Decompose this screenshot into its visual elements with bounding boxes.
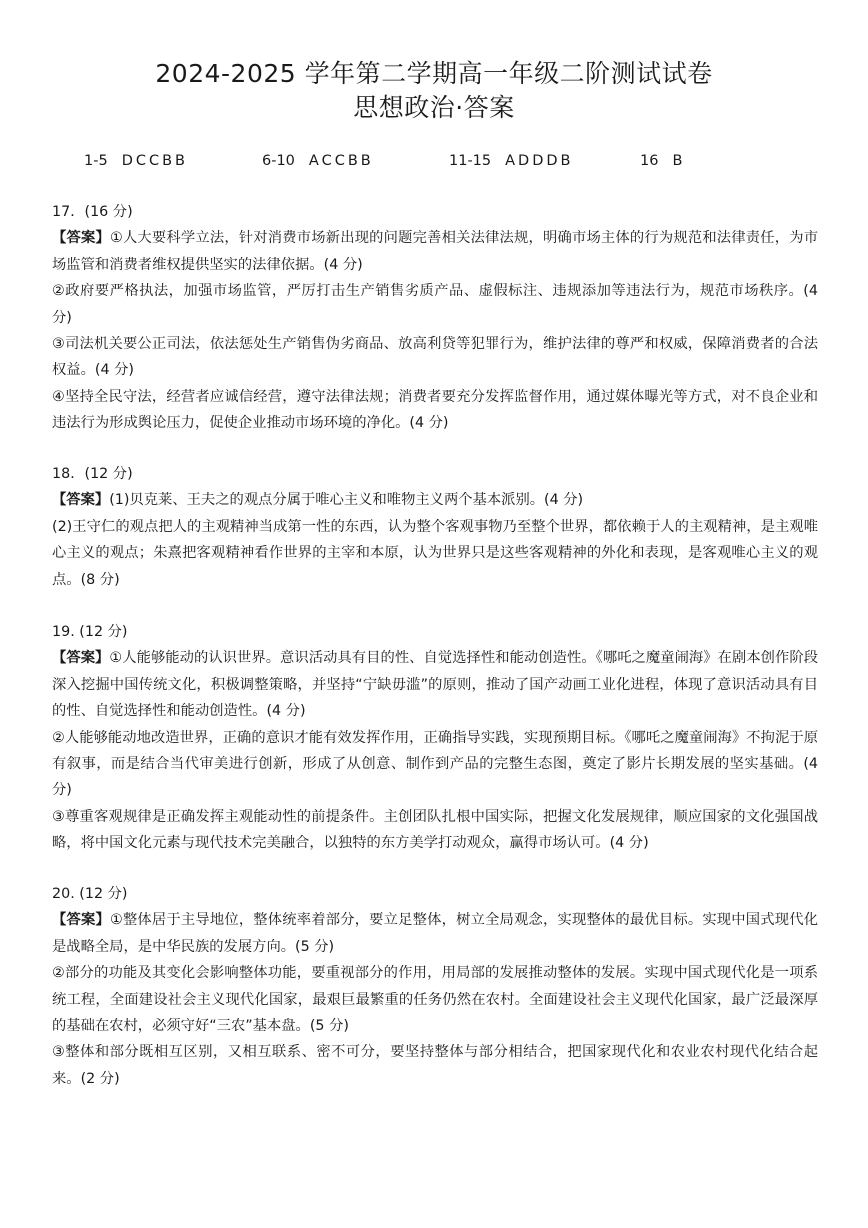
mc-answers: DCCBB <box>121 153 188 169</box>
question-19 <box>52 619 818 857</box>
answer-paragraph <box>52 487 818 513</box>
answer-text: ①人能够能动的认识世界。意识活动具有目的性、自觉选择性和能动创造性。《哪吒之魔童闹海》在剧本创作阶段深入挖掘中国传统文化，积极调整策略，并坚持“宁缺毋滥”的原则，推动了国产动画工业化进程，体现了意识活动具有目的性、自觉选择性和能动创造性。(4 分) <box>52 650 818 720</box>
mc-group-6-10 <box>262 150 374 172</box>
answer-paragraph: ②人能够能动地改造世界，正确的意识才能有效发挥作用，正确指导实践，实现预期目标。《哪吒之魔童闹海》不拘泥于原有叙事，而是结合当代审美进行创新，形成了从创意、制作到产品的完整生态图，奠定了影片长期发展的坚实基础。(4 分) <box>52 729 818 799</box>
answer-tag: 【答案】 <box>52 230 110 247</box>
page-title: 2024-2025 学年第二学期高一年级二阶测试试卷 <box>155 59 713 88</box>
answer-paragraph: ②政府要严格执法，加强市场监管，严厉打击生产销售劣质产品、虚假标注、违规添加等违法行为，规范市场秩序。(4 分) <box>52 283 818 326</box>
answer-text: (1)贝克莱、王夫之的观点分属于唯心主义和唯物主义两个基本派别。(4 分) <box>109 492 584 509</box>
question-heading: 19. (12 分) <box>52 624 128 640</box>
question-heading: 20. (12 分) <box>52 886 128 902</box>
mc-group-16 <box>640 150 685 172</box>
question-heading: 18．(12 分) <box>52 466 133 482</box>
mc-range: 11-15 <box>449 153 492 169</box>
answer-paragraph: ③司法机关要公正司法，依法惩处生产销售伪劣商品、放高利贷等犯罪行为，维护法律的尊严和权威，保障消费者的合法权益。(4 分) <box>52 336 818 379</box>
answer-text: ①整体居于主导地位，整体统率着部分，要立足整体，树立全局观念，实现整体的最优目标。实现中国式现代化是战略全局，是中华民族的发展方向。(5 分) <box>52 912 818 955</box>
answer-paragraph <box>52 645 818 724</box>
mc-group-1-5 <box>84 150 188 172</box>
answer-paragraph: ④坚持全民守法，经营者应诚信经营，遵守法律法规；消费者要充分发挥监督作用，通过媒体曝光等方式，对不良企业和违法行为形成舆论压力，促使企业推动市场环境的净化。(4 分) <box>52 388 818 432</box>
question-20 <box>52 881 818 1092</box>
mc-range: 1-5 <box>84 153 108 169</box>
mc-answers: ADDDB <box>505 153 574 169</box>
mc-range: 16 <box>640 153 659 169</box>
page-subtitle: 思想政治·答案 <box>353 93 515 122</box>
answer-paragraph: (2)王守仁的观点把人的主观精神当成第一性的东西，认为整个客观事物乃至整个世界，都依赖于人的主观精神，是主观唯心主义的观点；朱熹把客观精神看作世界的主宰和本原，认为世界只是这些客观精神的外化和表现，是客观唯心主义的观点。(8 分) <box>52 518 818 588</box>
multiple-choice-answers <box>84 150 844 172</box>
answer-tag: 【答案】 <box>52 650 110 667</box>
mc-group-11-15 <box>449 150 574 172</box>
answer-paragraph: ③尊重客观规律是正确发挥主观能动性的前提条件。主创团队扎根中国实际，把握文化发展规律，顺应国家的文化强国战略，将中国文化元素与现代技术完美融合，以独特的东方美学打动观众，赢得市场认可。(4 分) <box>52 808 818 852</box>
answer-paragraph <box>52 225 818 278</box>
mc-range: 6-10 <box>262 153 295 169</box>
mc-answers: B <box>672 153 686 169</box>
answer-tag: 【答案】 <box>52 912 110 929</box>
answer-paragraph: ③整体和部分既相互区别，又相互联系、密不可分，要坚持整体与部分相结合，把国家现代化和农业农村现代化结合起来。(2 分) <box>52 1044 818 1087</box>
answer-paragraph: ②部分的功能及其变化会影响整体功能，要重视部分的作用，用局部的发展推动整体的发展。实现中国式现代化是一项系统工程，全面建设社会主义现代化国家，最艰巨最繁重的任务仍然在农村。全面建设社会主义现代化国家，最广泛最深厚的基础在农村，必须守好“三农”基本盘。(5 分) <box>52 965 818 1035</box>
answer-paragraph <box>52 907 818 960</box>
mc-answers: ACCBB <box>308 153 374 169</box>
answer-text: ①人大要科学立法，针对消费市场新出现的问题完善相关法律法规，明确市场主体的行为规范和法律责任，为市场监管和消费者维权提供坚实的法律依据。(4 分) <box>52 230 818 273</box>
question-heading: 17．(16 分) <box>52 204 133 220</box>
answer-tag: 【答案】 <box>52 492 110 509</box>
question-17 <box>52 199 818 437</box>
question-18 <box>52 461 818 593</box>
